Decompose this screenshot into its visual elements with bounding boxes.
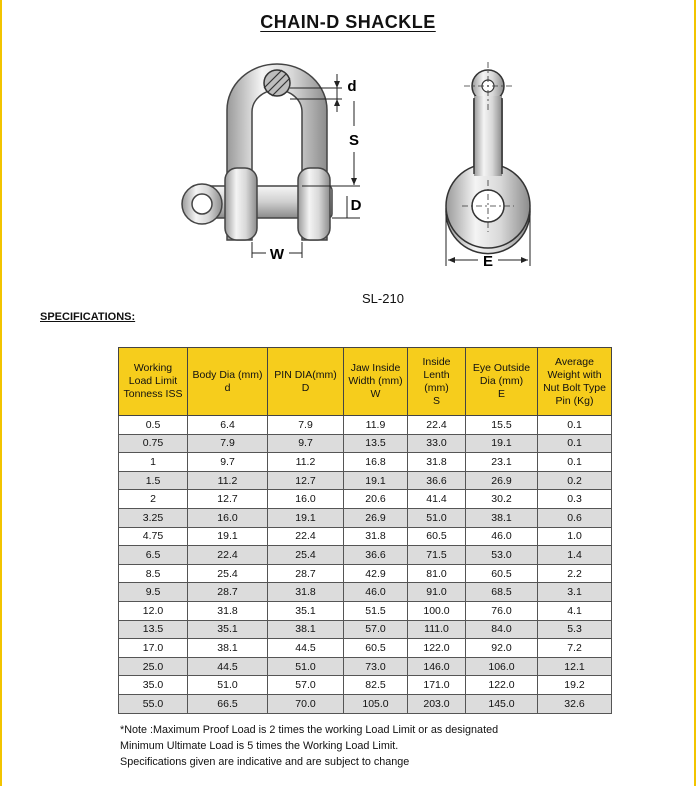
col-header-inside-length: Inside Lenth (mm) S xyxy=(408,348,466,416)
table-cell: 44.5 xyxy=(268,639,344,658)
table-cell: 35.0 xyxy=(119,676,188,695)
table-cell: 31.8 xyxy=(344,527,408,546)
table-cell: 0.1 xyxy=(538,453,612,472)
table-cell: 7.2 xyxy=(538,639,612,658)
table-cell: 22.4 xyxy=(188,546,268,565)
table-row xyxy=(119,527,612,546)
table-row xyxy=(119,546,612,565)
table-cell: 32.6 xyxy=(538,694,612,713)
table-cell: 11.9 xyxy=(344,416,408,435)
shackle-diagram xyxy=(2,60,698,290)
table-row xyxy=(119,416,612,435)
table-cell: 30.2 xyxy=(466,490,538,509)
table-cell: 46.0 xyxy=(344,583,408,602)
table-cell: 12.7 xyxy=(268,471,344,490)
table-cell: 146.0 xyxy=(408,657,466,676)
table-cell: 51.0 xyxy=(188,676,268,695)
table-cell: 19.1 xyxy=(268,508,344,527)
table-cell: 105.0 xyxy=(344,694,408,713)
table-cell: 8.5 xyxy=(119,564,188,583)
table-cell: 12.0 xyxy=(119,601,188,620)
table-cell: 26.9 xyxy=(344,508,408,527)
table-cell: 91.0 xyxy=(408,583,466,602)
col-header-eye-outside-dia: Eye Outside Dia (mm) E xyxy=(466,348,538,416)
table-cell: 31.8 xyxy=(188,601,268,620)
table-cell: 70.0 xyxy=(268,694,344,713)
table-cell: 57.0 xyxy=(344,620,408,639)
specifications-heading: SPECIFICATIONS: xyxy=(40,311,136,323)
table-cell: 19.1 xyxy=(466,434,538,453)
table-cell: 0.2 xyxy=(538,471,612,490)
table-cell: 11.2 xyxy=(268,453,344,472)
table-cell: 2 xyxy=(119,490,188,509)
table-cell: 145.0 xyxy=(466,694,538,713)
table-cell: 106.0 xyxy=(466,657,538,676)
table-cell: 57.0 xyxy=(268,676,344,695)
table-cell: 76.0 xyxy=(466,601,538,620)
label-d-small: d xyxy=(347,78,357,95)
table-cell: 36.6 xyxy=(344,546,408,565)
table-cell: 0.75 xyxy=(119,434,188,453)
table-header-row xyxy=(119,348,612,416)
notes xyxy=(120,722,498,770)
specifications-table xyxy=(118,347,612,714)
table-cell: 23.1 xyxy=(466,453,538,472)
table-cell: 26.9 xyxy=(466,471,538,490)
model-number: SL-210 xyxy=(362,291,404,306)
table-row xyxy=(119,471,612,490)
note-line: Specifications given are indicative and are subject to change xyxy=(120,756,410,768)
table-cell: 51.5 xyxy=(344,601,408,620)
table-cell: 19.2 xyxy=(538,676,612,695)
table-row xyxy=(119,453,612,472)
page-title: CHAIN-D SHACKLE xyxy=(260,12,436,32)
table-cell: 122.0 xyxy=(408,639,466,658)
table-cell: 16.0 xyxy=(268,490,344,509)
table-cell: 28.7 xyxy=(268,564,344,583)
table-cell: 7.9 xyxy=(188,434,268,453)
table-row xyxy=(119,564,612,583)
table-cell: 60.5 xyxy=(466,564,538,583)
table-cell: 36.6 xyxy=(408,471,466,490)
table-cell: 203.0 xyxy=(408,694,466,713)
table-cell: 31.8 xyxy=(408,453,466,472)
table-cell: 55.0 xyxy=(119,694,188,713)
table-cell: 92.0 xyxy=(466,639,538,658)
table-cell: 171.0 xyxy=(408,676,466,695)
table-cell: 111.0 xyxy=(408,620,466,639)
table-cell: 19.1 xyxy=(344,471,408,490)
table-cell: 51.0 xyxy=(268,657,344,676)
table-cell: 12.1 xyxy=(538,657,612,676)
table-cell: 60.5 xyxy=(344,639,408,658)
col-header-body-dia: Body Dia (mm) d xyxy=(188,348,268,416)
table-row xyxy=(119,583,612,602)
table-cell: 16.8 xyxy=(344,453,408,472)
table-cell: 7.9 xyxy=(268,416,344,435)
label-w: W xyxy=(269,246,285,263)
front-view xyxy=(182,64,362,263)
table-cell: 13.5 xyxy=(119,620,188,639)
table-cell: 13.5 xyxy=(344,434,408,453)
table-cell: 82.5 xyxy=(344,676,408,695)
table-cell: 66.5 xyxy=(188,694,268,713)
table-cell: 84.0 xyxy=(466,620,538,639)
table-cell: 42.9 xyxy=(344,564,408,583)
table-cell: 0.1 xyxy=(538,416,612,435)
table-row xyxy=(119,676,612,695)
table-cell: 0.1 xyxy=(538,434,612,453)
table-cell: 81.0 xyxy=(408,564,466,583)
table-cell: 41.4 xyxy=(408,490,466,509)
table-row xyxy=(119,508,612,527)
table-cell: 17.0 xyxy=(119,639,188,658)
table-cell: 1 xyxy=(119,453,188,472)
table-cell: 5.3 xyxy=(538,620,612,639)
col-header-pin-dia: PIN DIA(mm) D xyxy=(268,348,344,416)
table-row xyxy=(119,434,612,453)
table-cell: 53.0 xyxy=(466,546,538,565)
table-cell: 35.1 xyxy=(268,601,344,620)
table-cell: 33.0 xyxy=(408,434,466,453)
table-cell: 25.0 xyxy=(119,657,188,676)
table-cell: 12.7 xyxy=(188,490,268,509)
table-cell: 0.6 xyxy=(538,508,612,527)
note-line: *Note :Maximum Proof Load is 2 times the working Load Limit or as designated xyxy=(120,724,499,736)
label-e: E xyxy=(482,253,494,270)
note-line: Minimum Ultimate Load is 5 times the Working Load Limit. xyxy=(120,740,399,752)
table-cell: 3.1 xyxy=(538,583,612,602)
table-row xyxy=(119,694,612,713)
table-cell: 73.0 xyxy=(344,657,408,676)
table-cell: 38.1 xyxy=(466,508,538,527)
table-cell: 38.1 xyxy=(188,639,268,658)
col-header-average-weight: Average Weight with Nut Bolt Type Pin (Kg) xyxy=(538,348,612,416)
table-cell: 28.7 xyxy=(188,583,268,602)
col-header-working-load-limit: Working Load Limit Tonness ISS xyxy=(119,348,188,416)
table-row xyxy=(119,620,612,639)
table-cell: 1.4 xyxy=(538,546,612,565)
col-header-jaw-inside-width: Jaw Inside Width (mm) W xyxy=(344,348,408,416)
table-cell: 25.4 xyxy=(268,546,344,565)
table-cell: 35.1 xyxy=(188,620,268,639)
table-cell: 9.7 xyxy=(188,453,268,472)
label-s: S xyxy=(348,132,360,149)
table-cell: 71.5 xyxy=(408,546,466,565)
table-cell: 51.0 xyxy=(408,508,466,527)
table-cell: 68.5 xyxy=(466,583,538,602)
table-row xyxy=(119,490,612,509)
table-cell: 9.5 xyxy=(119,583,188,602)
table-cell: 4.1 xyxy=(538,601,612,620)
table-cell: 19.1 xyxy=(188,527,268,546)
table-row xyxy=(119,639,612,658)
table-cell: 46.0 xyxy=(466,527,538,546)
table-cell: 100.0 xyxy=(408,601,466,620)
table-cell: 6.5 xyxy=(119,546,188,565)
table-cell: 1.0 xyxy=(538,527,612,546)
table-cell: 15.5 xyxy=(466,416,538,435)
table-cell: 4.75 xyxy=(119,527,188,546)
table-cell: 38.1 xyxy=(268,620,344,639)
table-cell: 60.5 xyxy=(408,527,466,546)
table-cell: 1.5 xyxy=(119,471,188,490)
table-row xyxy=(119,601,612,620)
table-cell: 11.2 xyxy=(188,471,268,490)
table-cell: 22.4 xyxy=(408,416,466,435)
table-cell: 6.4 xyxy=(188,416,268,435)
table-cell: 16.0 xyxy=(188,508,268,527)
table-row xyxy=(119,657,612,676)
table-cell: 122.0 xyxy=(466,676,538,695)
table-cell: 0.3 xyxy=(538,490,612,509)
table-cell: 2.2 xyxy=(538,564,612,583)
table-cell: 3.25 xyxy=(119,508,188,527)
table-cell: 0.5 xyxy=(119,416,188,435)
table-cell: 9.7 xyxy=(268,434,344,453)
table-cell: 44.5 xyxy=(188,657,268,676)
table-cell: 31.8 xyxy=(268,583,344,602)
table-cell: 25.4 xyxy=(188,564,268,583)
table-cell: 20.6 xyxy=(344,490,408,509)
side-view xyxy=(446,62,530,270)
label-d-large: D xyxy=(350,197,362,214)
table-cell: 22.4 xyxy=(268,527,344,546)
